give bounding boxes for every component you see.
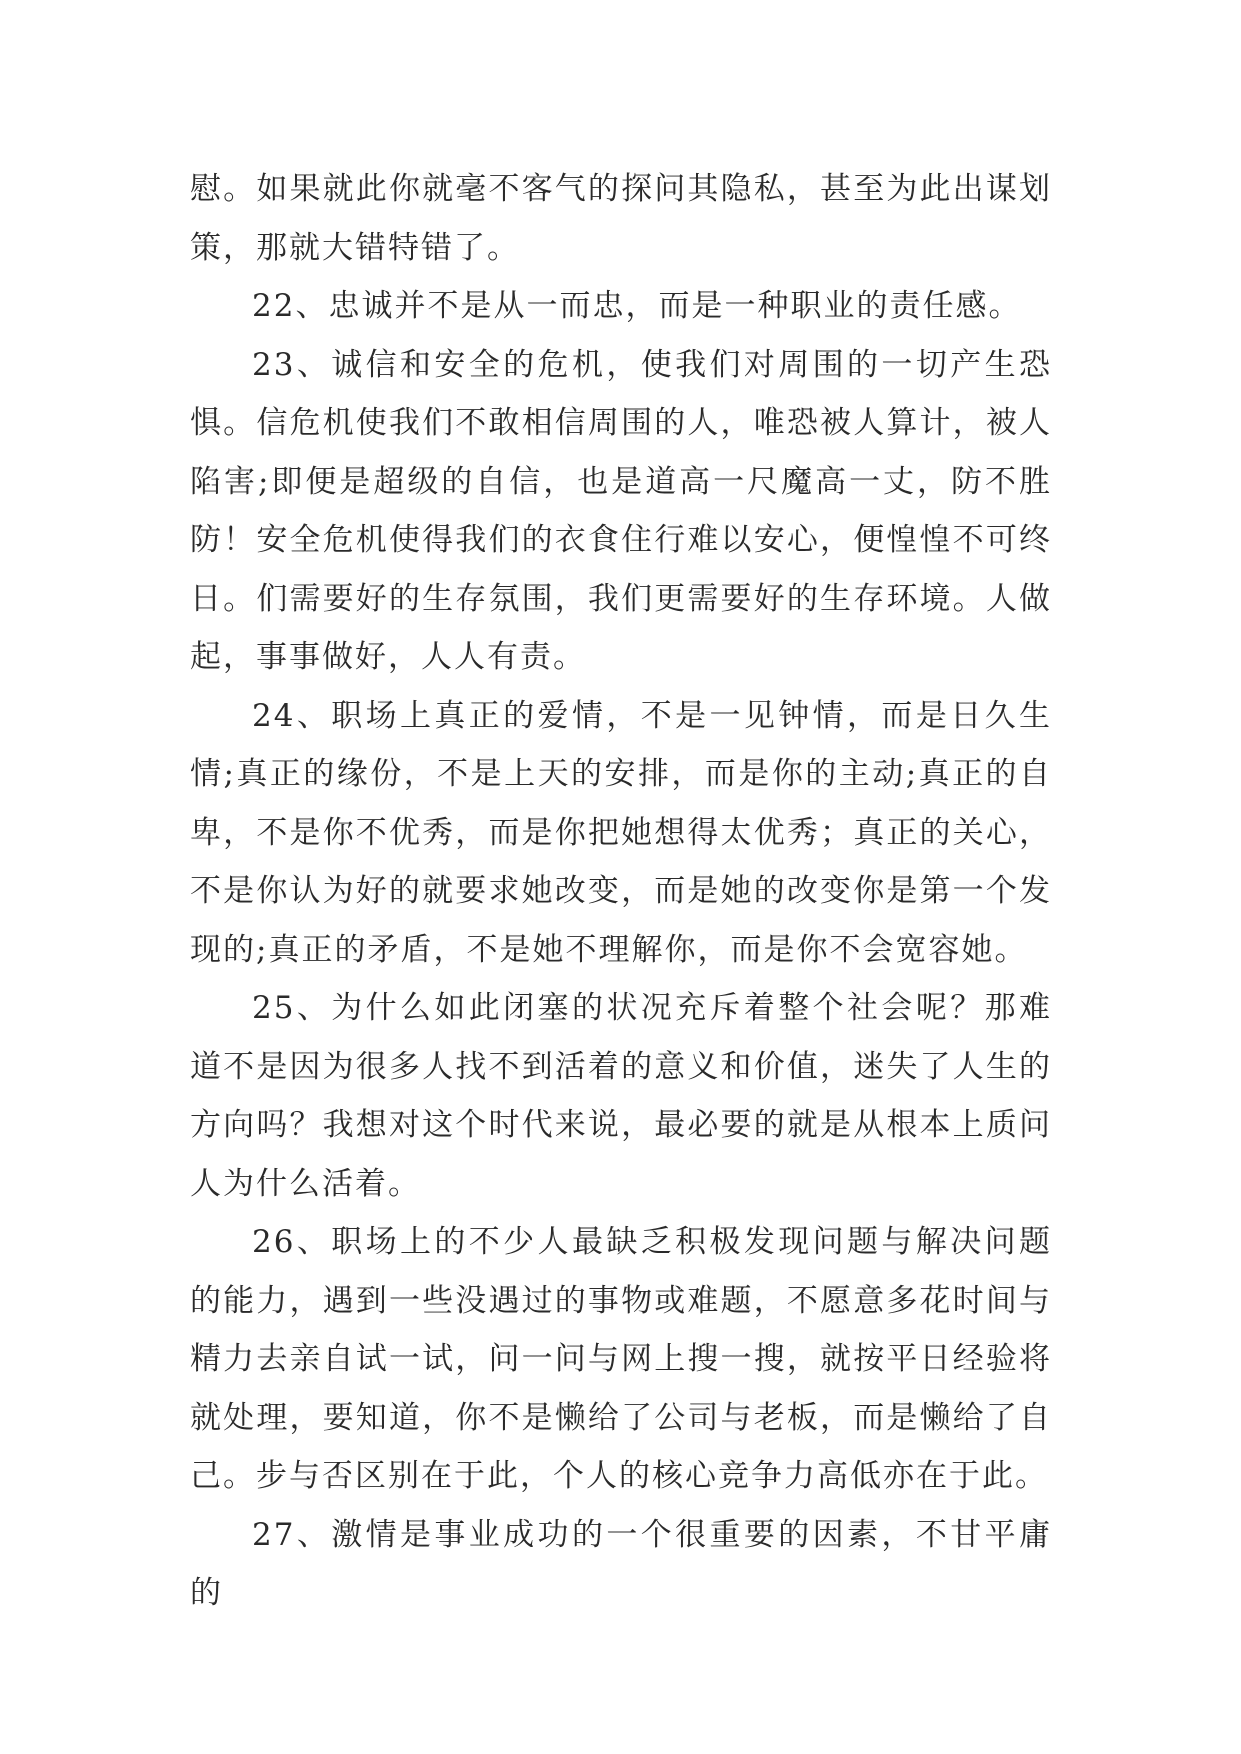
paragraph-27: 27、激情是事业成功的一个很重要的因素，不甘平庸的 bbox=[190, 1516, 1052, 1611]
document-body bbox=[190, 160, 1052, 1623]
paragraph-22: 22、忠诚并不是从一而忠，而是一种职业的责任感。 bbox=[252, 288, 1022, 324]
paragraph-23: 23、诚信和安全的危机，使我们对周围的一切产生恐惧。信危机使我们不敢相信周围的人，唯恐被人算计，被人陷害;即便是超级的自信，也是道高一尺魔高一丈，防不胜防！安全危机使得我们的衣食住行难以安心，便惶惶不可终日。们需要好的生存氛围，我们更需要好的生存环境。人做起，事事做好，人人有责。 bbox=[190, 346, 1052, 675]
paragraph-26: 26、职场上的不少人最缺乏积极发现问题与解决问题的能力，遇到一些没遇过的事物或难题，不愿意多花时间与精力去亲自试一试，问一问与网上搜一搜，就按平日经验将就处理，要知道，你不是懒给了公司与老板，而是懒给了自己。步与否区别在于此，个人的核心竞争力高低亦在于此。 bbox=[190, 1224, 1052, 1494]
paragraph-continuation: 慰。如果就此你就毫不客气的探问其隐私，甚至为此出谋划策，那就大错特错了。 bbox=[190, 171, 1052, 266]
paragraph-25: 25、为什么如此闭塞的状况充斥着整个社会呢？那难道不是因为很多人找不到活着的意义和价值，迷失了人生的方向吗？我想对这个时代来说，最必要的就是从根本上质问人为什么活着。 bbox=[190, 990, 1052, 1202]
paragraph-24: 24、职场上真正的爱情，不是一见钟情，而是日久生情;真正的缘份，不是上天的安排，而是你的主动;真正的自卑，不是你不优秀，而是你把她想得太优秀；真正的关心，不是你认为好的就要求她改变，而是她的改变你是第一个发现的;真正的矛盾，不是她不理解你，而是你不会宽容她。 bbox=[190, 697, 1052, 968]
